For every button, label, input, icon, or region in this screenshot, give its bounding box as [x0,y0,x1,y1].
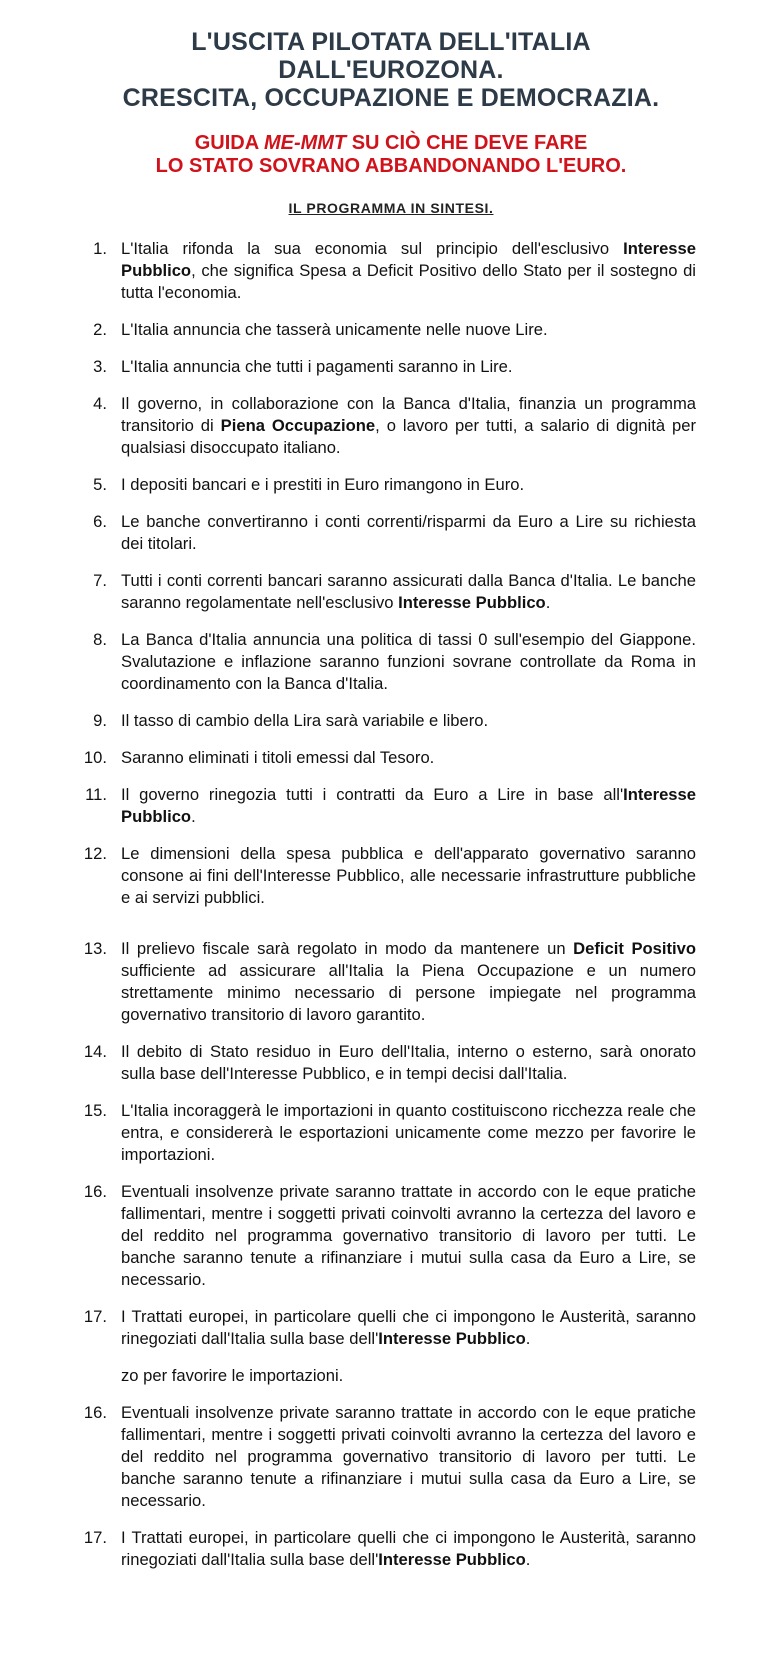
list-item [0,474,782,496]
item-number: 10. [83,748,107,767]
list-item [0,938,782,1026]
section-heading: IL PROGRAMMA IN SINTESI. [288,200,494,216]
item-text-bold: Interesse Pubblico [378,1329,526,1348]
item-number: 8. [93,630,107,649]
title-line: CRESCITA, OCCUPAZIONE E DEMOCRAZIA. [122,84,660,112]
item-text: I Trattati europei, in particolare quelli che ci impongono le Austerità, saranno rinegoziati dall'Italia sulla base dell' [121,1528,696,1569]
subtitle-emphasis: ME-MMT [263,132,347,154]
list-item [0,356,782,378]
item-number: 13. [83,939,107,958]
item-text-bold: Interesse Pubblico [398,593,546,612]
orphan-text-line: zo per favorire le importazioni. [121,1366,344,1385]
item-number: 2. [93,320,107,339]
item-text-bold: Interesse Pubblico [378,1550,526,1569]
item-text: , che significa Spesa a Deficit Positivo dello Stato per il sostegno di tutta l'economia. [121,261,696,302]
title-line: DALL'EUROZONA. [278,56,504,84]
item-text: L'Italia incoraggerà le importazioni in quanto costituiscono ricchezza reale che entra, e considererà le esportazioni unicamente come mezzo per favorire le importazioni. [121,1101,696,1164]
item-text: . [545,593,551,612]
list-item [0,1527,782,1571]
item-number: 6. [93,512,107,531]
item-number: 12. [83,844,107,863]
subtitle-line-2: LO STATO SOVRANO ABBANDONANDO L'EURO. [155,155,627,177]
list-item [0,1100,782,1166]
item-text-bold: Deficit Positivo [573,939,696,958]
item-number: 17. [83,1528,107,1547]
item-text: Il prelievo fiscale sarà regolato in modo da mantenere un [121,939,574,958]
item-text: Il tasso di cambio della Lira sarà variabile e libero. [121,711,489,730]
item-text: . [525,1329,531,1348]
list-item [0,570,782,614]
list-item [0,747,782,769]
item-text: Le dimensioni della spesa pubblica e dell'apparato governativo saranno consone ai fini dell'Interesse Pubblico, alle necessarie infrastrutture pubbliche e ai servizi pubblici. [121,844,696,907]
spacer [0,924,782,938]
page-title [0,0,782,112]
item-number: 17. [83,1307,107,1326]
list-item [0,319,782,341]
list-item [0,1041,782,1085]
item-number: 14. [83,1042,107,1061]
item-number: 4. [93,394,107,413]
item-number: 3. [93,357,107,376]
page-subtitle [0,132,782,178]
item-text: . [191,807,196,826]
item-text: Eventuali insolvenze private saranno trattate in accordo con le eque pratiche fallimentari, mentre i soggetti privati coinvolti avranno la certezza del lavoro e del reddito nel programma governativo transitorio di lavoro per tutti. Le banche saranno tenute a rifinanziare i mutui sulla casa da Euro a Lire, se necessario. [121,1182,696,1289]
item-text-bold: Interesse Pubblico [121,239,696,280]
list-item [0,393,782,459]
item-text: Il governo rinegozia tutti i contratti da Euro a Lire in base all' [121,785,624,804]
item-number: 16. [83,1403,107,1422]
item-number: 5. [93,475,107,494]
item-text: I depositi bancari e i prestiti in Euro rimangono in Euro. [121,475,525,494]
item-number: 15. [83,1101,107,1120]
list-item [0,784,782,828]
item-number: 11. [85,785,107,804]
program-list-repeat [0,1402,782,1571]
item-text: Saranno eliminati i titoli emessi dal Tesoro. [121,748,435,767]
list-item [0,629,782,695]
item-text-bold: Piena Occupazione [220,416,376,435]
list-item [0,1402,782,1512]
item-text: . [525,1550,531,1569]
item-number: 9. [93,711,107,730]
item-number: 7. [93,571,107,590]
item-text: Il governo, in collaborazione con la Banca d'Italia, finanzia un programma transitorio di [121,394,696,435]
list-item [0,238,782,304]
item-text: Tutti i conti correnti bancari saranno assicurati dalla Banca d'Italia. Le banche saranno regolamentate nell'esclusivo [121,571,696,612]
subtitle-line-1: GUIDA ME-MMT SU CIÒ CHE DEVE FARE [194,132,588,154]
item-text: Eventuali insolvenze private saranno trattate in accordo con le eque pratiche fallimentari, mentre i soggetti privati coinvolti avranno la certezza del lavoro e del reddito nel programma governativo transitorio di lavoro per tutti. Le banche saranno tenute a rifinanziare i mutui sulla casa da Euro a Lire, se necessario. [121,1403,696,1510]
item-text: Il debito di Stato residuo in Euro dell'Italia, interno o esterno, sarà onorato sulla base dell'Interesse Pubblico, e in tempi decisi dall'Italia. [121,1042,696,1083]
list-item [0,1181,782,1291]
list-item [0,511,782,555]
item-text: L'Italia rifonda la sua economia sul principio dell'esclusivo [121,239,624,258]
item-number: 1. [93,239,107,258]
list-item [0,843,782,909]
item-text: sufficiente ad assicurare all'Italia la Piena Occupazione e un numero strettamente minimo necessario di persone impiegate nel programma governativo transitorio di lavoro garantito. [121,961,696,1024]
program-list [0,238,782,1350]
item-text-bold: Interesse Pubblico [121,785,696,826]
item-text: L'Italia annuncia che tasserà unicamente nelle nuove Lire. [121,320,548,339]
item-text: I Trattati europei, in particolare quelli che ci impongono le Austerità, saranno rinegoziati dall'Italia sulla base dell' [121,1307,696,1348]
item-number: 16. [83,1182,107,1201]
list-item [0,1306,782,1350]
item-text: La Banca d'Italia annuncia una politica di tassi 0 sull'esempio del Giappone. Svalutazione e inflazione saranno funzioni sovrane controllate da Roma in coordinamento con la Banca d'Italia. [121,630,696,693]
title-line: L'USCITA PILOTATA DELL'ITALIA [191,28,591,56]
item-text: Le banche convertiranno i conti correnti/risparmi da Euro a Lire su richiesta dei titolari. [121,512,696,553]
list-item [0,710,782,732]
item-text: L'Italia annuncia che tutti i pagamenti saranno in Lire. [121,357,513,376]
item-text: , o lavoro per tutti, a salario di dignità per qualsiasi disoccupato italiano. [121,416,696,457]
